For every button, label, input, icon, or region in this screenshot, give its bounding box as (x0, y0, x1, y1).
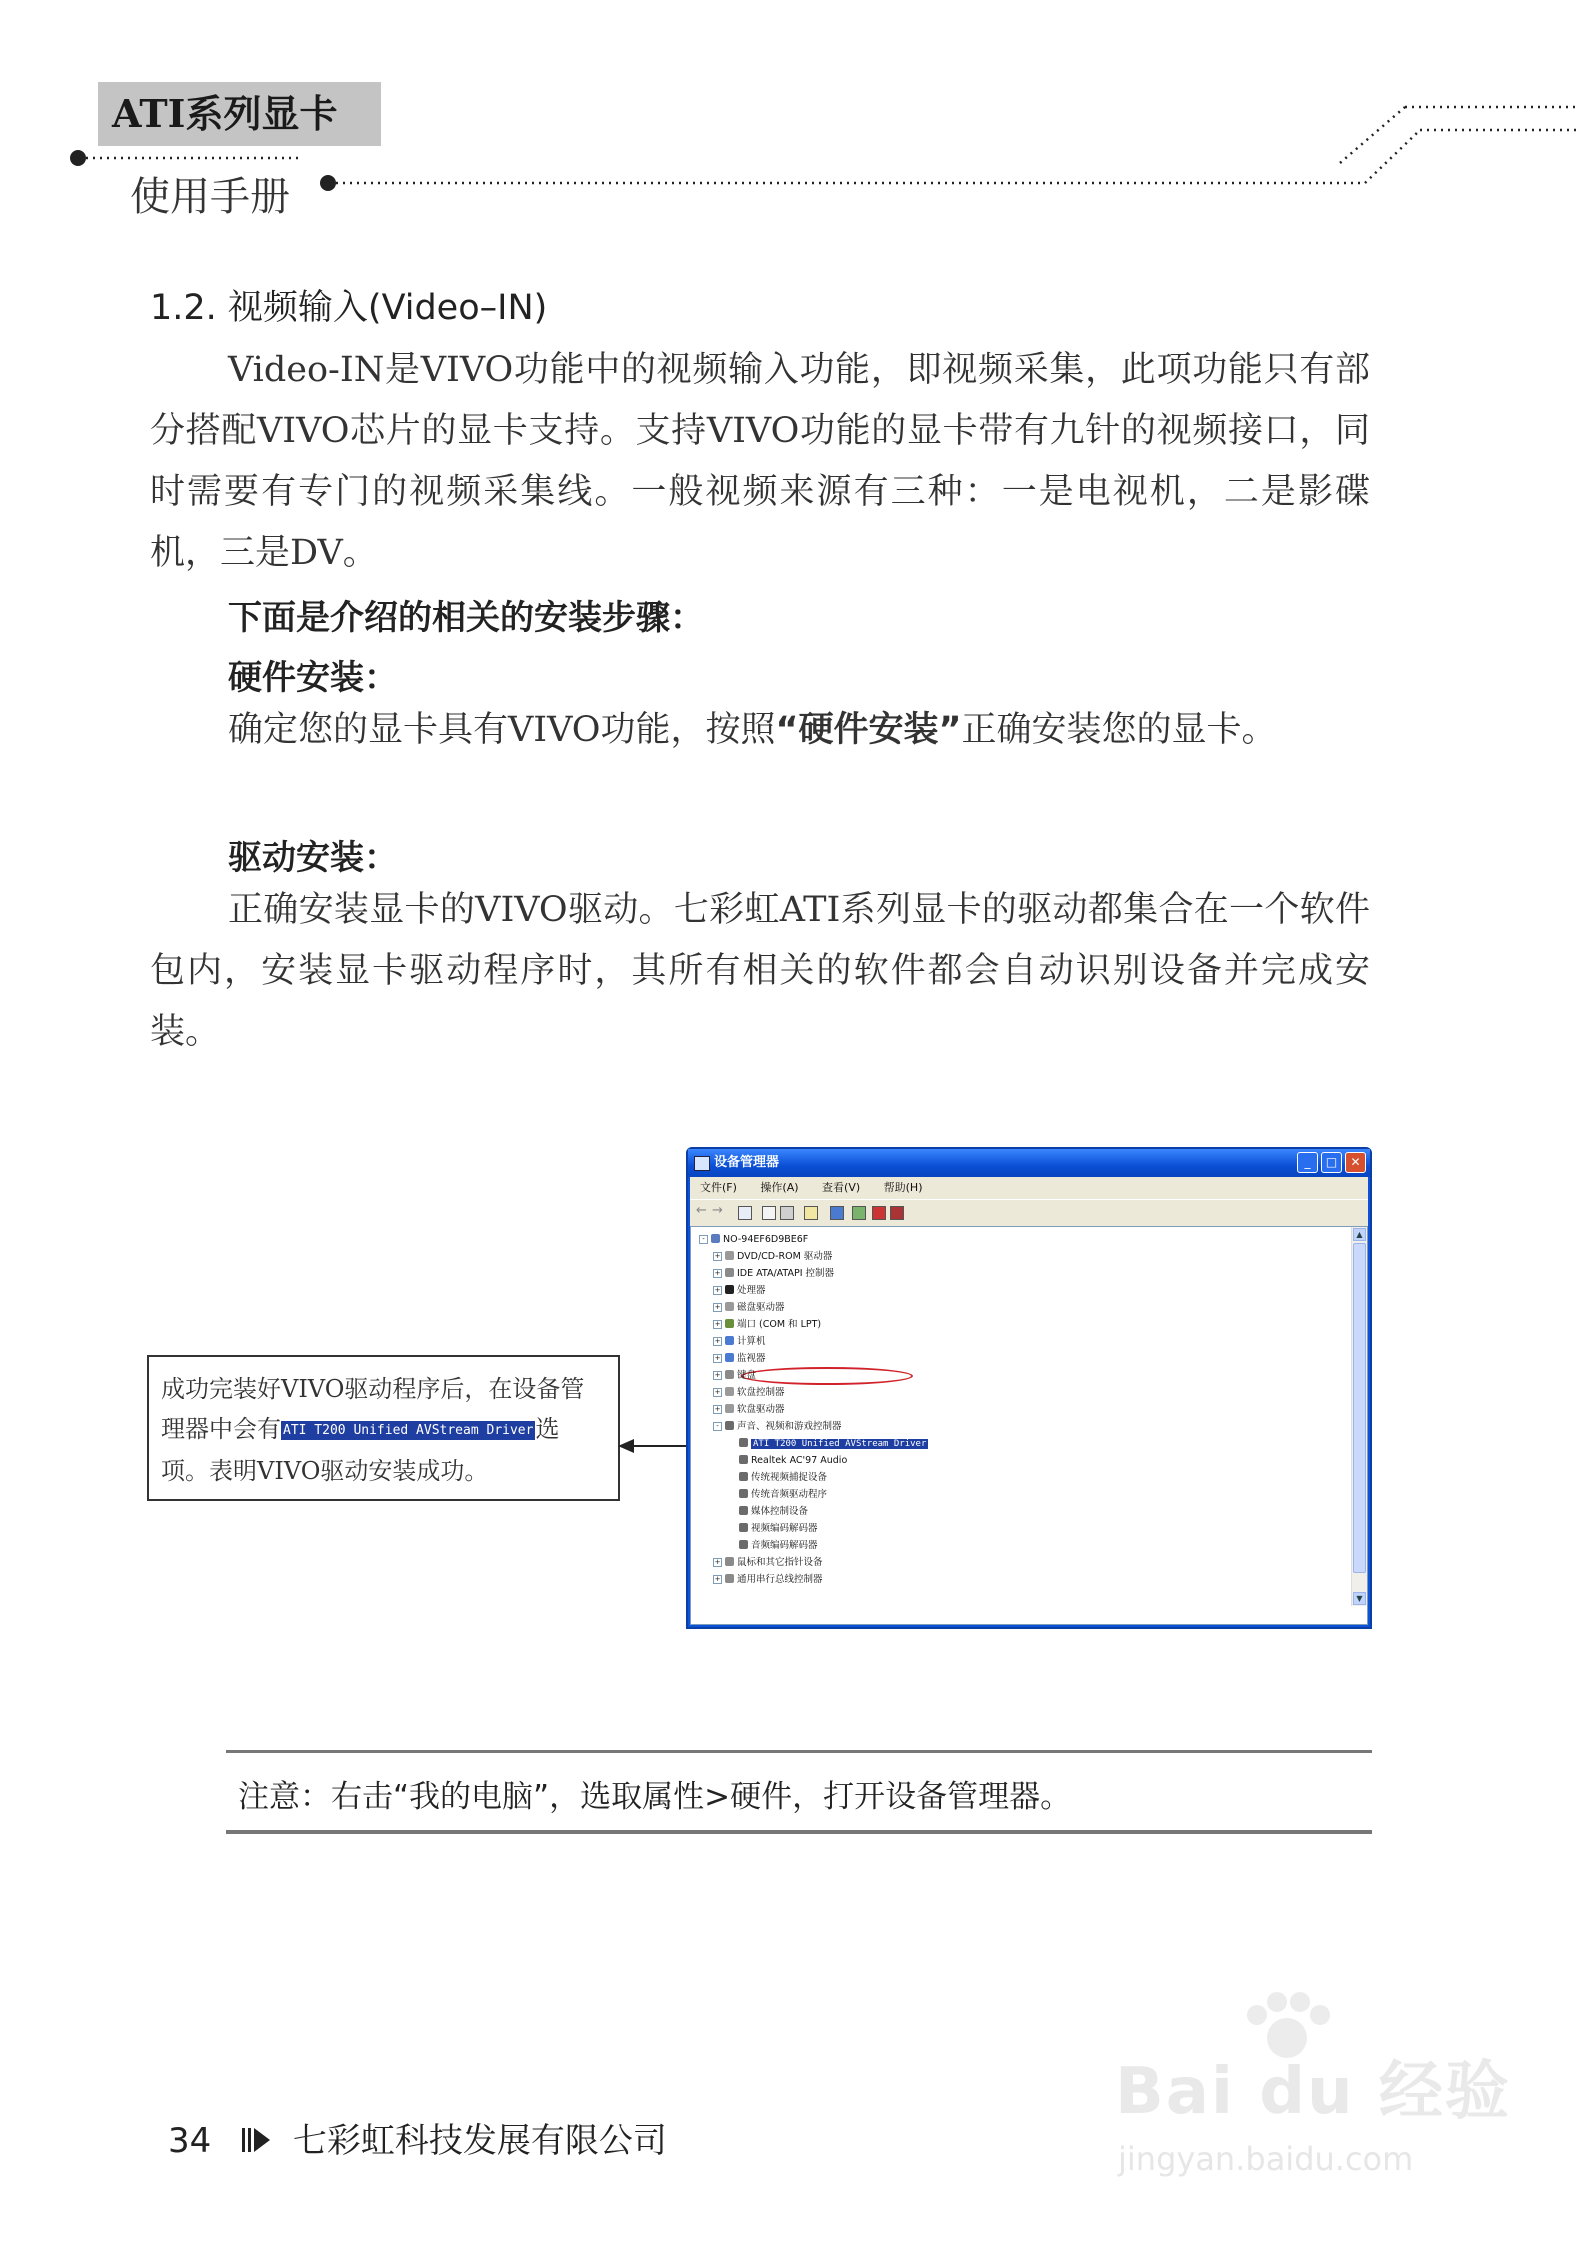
help-icon[interactable] (804, 1206, 818, 1220)
device-icon (725, 1336, 734, 1345)
driver-paragraph: 正确安装显卡的VIVO驱动。七彩虹ATI系列显卡的驱动都集合在一个软件包内，安装显卡驱动程序时，其所有相关的软件都会自动识别设备并完成安装。 (150, 890, 1370, 1052)
device-tree-label: 媒体控制设备 (751, 1506, 809, 1517)
device-tree-item[interactable] (727, 1537, 818, 1554)
device-tree-label: 处理器 (737, 1285, 766, 1296)
device-tree-item[interactable] (727, 1469, 827, 1486)
hardware-text-after: 正确安装您的显卡。 (961, 710, 1277, 750)
device-tree-label: 传统音频驱动程序 (751, 1489, 828, 1500)
window-title: 设备管理器 (714, 1155, 780, 1170)
device-tree-item[interactable] (713, 1350, 766, 1367)
properties-icon[interactable] (762, 1206, 776, 1220)
device-tree-label: NO-94EF6D9BE6F (723, 1234, 809, 1245)
note-text: 注意：右击“我的电脑”，选取属性>硬件，打开设备管理器。 (238, 1779, 1072, 1815)
device-icon (725, 1574, 734, 1583)
device-tree-item[interactable] (713, 1316, 821, 1333)
device-tree-item[interactable] (713, 1384, 785, 1401)
menu-file[interactable]: 文件(F) (700, 1181, 737, 1194)
device-icon (739, 1523, 748, 1532)
close-button[interactable]: ✕ (1345, 1152, 1366, 1173)
scroll-thumb[interactable] (1353, 1243, 1366, 1573)
device-tree-item[interactable] (713, 1367, 756, 1384)
device-tree-label: 软盘驱动器 (737, 1404, 785, 1415)
device-tree-label: 传统视频捕捉设备 (751, 1472, 828, 1483)
device-tree-item[interactable] (713, 1333, 766, 1350)
callout-box (147, 1355, 620, 1501)
intro-paragraph: Video-IN是VIVO功能中的视频输入功能，即视频采集，此项功能只有部分搭配VIVO芯片的显卡支持。支持VIVO功能的显卡带有九针的视频接口，同时需要有专门的视频采集线。一般视频来源有三种：一是电视机，二是影碟机，三是DV。 (150, 350, 1370, 573)
device-tree-item[interactable] (713, 1265, 834, 1282)
tree-view-icon[interactable] (738, 1206, 752, 1220)
vertical-scrollbar[interactable] (1351, 1227, 1367, 1606)
highlight-ellipse (741, 1367, 913, 1385)
back-icon[interactable]: ← (696, 1203, 707, 1218)
company-name: 七彩虹科技发展有限公司 (292, 2121, 667, 2161)
expand-icon[interactable]: + (714, 1575, 721, 1583)
hardware-install-reference: “硬件安装” (775, 710, 962, 750)
expand-icon[interactable]: + (714, 1388, 721, 1396)
device-tree-item[interactable] (727, 1520, 818, 1537)
menu-help[interactable]: 帮助(H) (883, 1181, 923, 1194)
device-icon (725, 1251, 734, 1260)
device-icon (725, 1302, 734, 1311)
hardware-heading: 硬件安装： (228, 658, 398, 698)
callout-driver-name: ATI T200 Unified AVStream Driver (283, 1423, 534, 1438)
menu-view[interactable]: 查看(V) (822, 1181, 861, 1194)
expand-icon[interactable]: + (714, 1354, 721, 1362)
steps-heading: 下面是介绍的相关的安装步骤： (228, 598, 704, 638)
device-icon (739, 1506, 748, 1515)
window-titlebar[interactable] (688, 1149, 1370, 1177)
disable-icon[interactable] (890, 1206, 904, 1220)
device-icon (725, 1370, 734, 1379)
device-tree-item[interactable] (713, 1571, 823, 1588)
device-tree-item[interactable] (727, 1435, 928, 1452)
callout-text-after: 选项。表明VIVO驱动安装成功。 (161, 1415, 560, 1485)
device-tree-item[interactable] (727, 1452, 847, 1469)
device-tree-label: 软盘控制器 (737, 1387, 785, 1398)
device-tree-label: IDE ATA/ATAPI 控制器 (737, 1268, 835, 1279)
expand-icon[interactable]: + (714, 1252, 721, 1260)
device-tree-label: ATI T200 Unified AVStream Driver (753, 1439, 927, 1449)
expand-icon[interactable]: + (714, 1320, 721, 1328)
watermark-logo: Bai du 经验 (1115, 2055, 1511, 2129)
page-footer (168, 2113, 667, 2162)
device-tree-item[interactable] (713, 1401, 785, 1418)
scroll-up-button[interactable]: ▲ (1353, 1228, 1366, 1241)
device-tree-label: 通用串行总线控制器 (737, 1574, 823, 1585)
device-tree-item[interactable] (699, 1231, 808, 1248)
device-icon (725, 1285, 734, 1294)
driver-heading: 驱动安装： (228, 838, 398, 878)
device-tree-label: 鼠标和其它指针设备 (737, 1557, 823, 1568)
device-tree-label: 音频编码解码器 (751, 1540, 818, 1551)
uninstall-icon[interactable] (872, 1206, 886, 1220)
device-tree-label: DVD/CD-ROM 驱动器 (737, 1251, 833, 1262)
device-tree-item[interactable] (713, 1282, 766, 1299)
device-tree-label: Realtek AC'97 Audio (751, 1455, 848, 1466)
collapse-icon[interactable]: - (699, 1235, 708, 1244)
device-tree-item[interactable] (727, 1486, 827, 1503)
device-manager-icon (694, 1156, 710, 1171)
device-tree-label: 视频编码解码器 (751, 1523, 818, 1534)
device-icon (725, 1353, 734, 1362)
device-icon (725, 1268, 734, 1277)
device-tree-item[interactable] (713, 1554, 823, 1571)
note-bottom-rule (226, 1830, 1372, 1834)
watermark-url: jingyan.baidu.com (1118, 2140, 1414, 2178)
expand-icon[interactable]: + (714, 1286, 721, 1294)
manual-subtitle: 使用手册 (130, 174, 290, 220)
collapse-icon[interactable]: - (713, 1422, 722, 1431)
expand-icon[interactable]: + (714, 1558, 721, 1566)
device-icon (739, 1438, 748, 1447)
page-number: 34 (168, 2121, 212, 2161)
scan-hardware-icon[interactable] (830, 1206, 844, 1220)
menu-bar (690, 1177, 1368, 1199)
footer-arrow-icon (242, 2125, 272, 2155)
device-tree-label: 声音、视频和游戏控制器 (737, 1421, 842, 1432)
device-icon (739, 1472, 748, 1481)
device-icon (725, 1387, 734, 1396)
device-tree (690, 1226, 1368, 1625)
device-tree-label: 监视器 (737, 1353, 766, 1364)
manual-series-title: ATI系列显卡 (98, 82, 381, 146)
maximize-button[interactable]: □ (1321, 1152, 1342, 1173)
device-icon (725, 1404, 734, 1413)
device-tree-label: 磁盘驱动器 (737, 1302, 785, 1313)
device-icon (711, 1234, 720, 1243)
device-icon (725, 1421, 734, 1430)
expand-icon[interactable]: + (714, 1303, 721, 1311)
toolbar (690, 1199, 1368, 1227)
device-tree-item[interactable] (727, 1503, 808, 1520)
device-icon (739, 1455, 748, 1464)
device-tree-label: 键盘 (737, 1370, 757, 1381)
forward-icon[interactable]: → (712, 1203, 723, 1218)
device-icon (725, 1557, 734, 1566)
note-top-rule (226, 1750, 1372, 1753)
device-tree-label: 端口 (COM 和 LPT) (737, 1319, 822, 1330)
device-manager-window (686, 1147, 1372, 1629)
scroll-down-button[interactable]: ▼ (1353, 1592, 1366, 1605)
minimize-button[interactable]: _ (1297, 1152, 1318, 1173)
hardware-text-before: 确定您的显卡具有VIVO功能，按照 (228, 710, 776, 750)
device-tree-label: 计算机 (737, 1336, 766, 1347)
hardware-paragraph (150, 700, 1370, 761)
device-icon (725, 1319, 734, 1328)
expand-icon[interactable]: + (714, 1371, 721, 1379)
expand-icon[interactable]: + (714, 1337, 721, 1345)
section-heading: 1.2. 视频输入(Video–IN) (150, 288, 548, 328)
expand-icon[interactable]: + (714, 1405, 721, 1413)
device-icon (739, 1489, 748, 1498)
callout-text-before: 成功完装好VIVO驱动程序后，在设备管理器中会有 (161, 1375, 585, 1443)
device-tree-item[interactable] (713, 1248, 832, 1265)
header-dotted-lines (0, 95, 1576, 195)
update-driver-icon[interactable] (852, 1206, 866, 1220)
expand-icon[interactable]: + (714, 1269, 721, 1277)
print-icon[interactable] (780, 1206, 794, 1220)
menu-action[interactable]: 操作(A) (760, 1181, 799, 1194)
device-tree-item[interactable] (713, 1418, 842, 1435)
device-tree-item[interactable] (713, 1299, 785, 1316)
device-icon (739, 1540, 748, 1549)
